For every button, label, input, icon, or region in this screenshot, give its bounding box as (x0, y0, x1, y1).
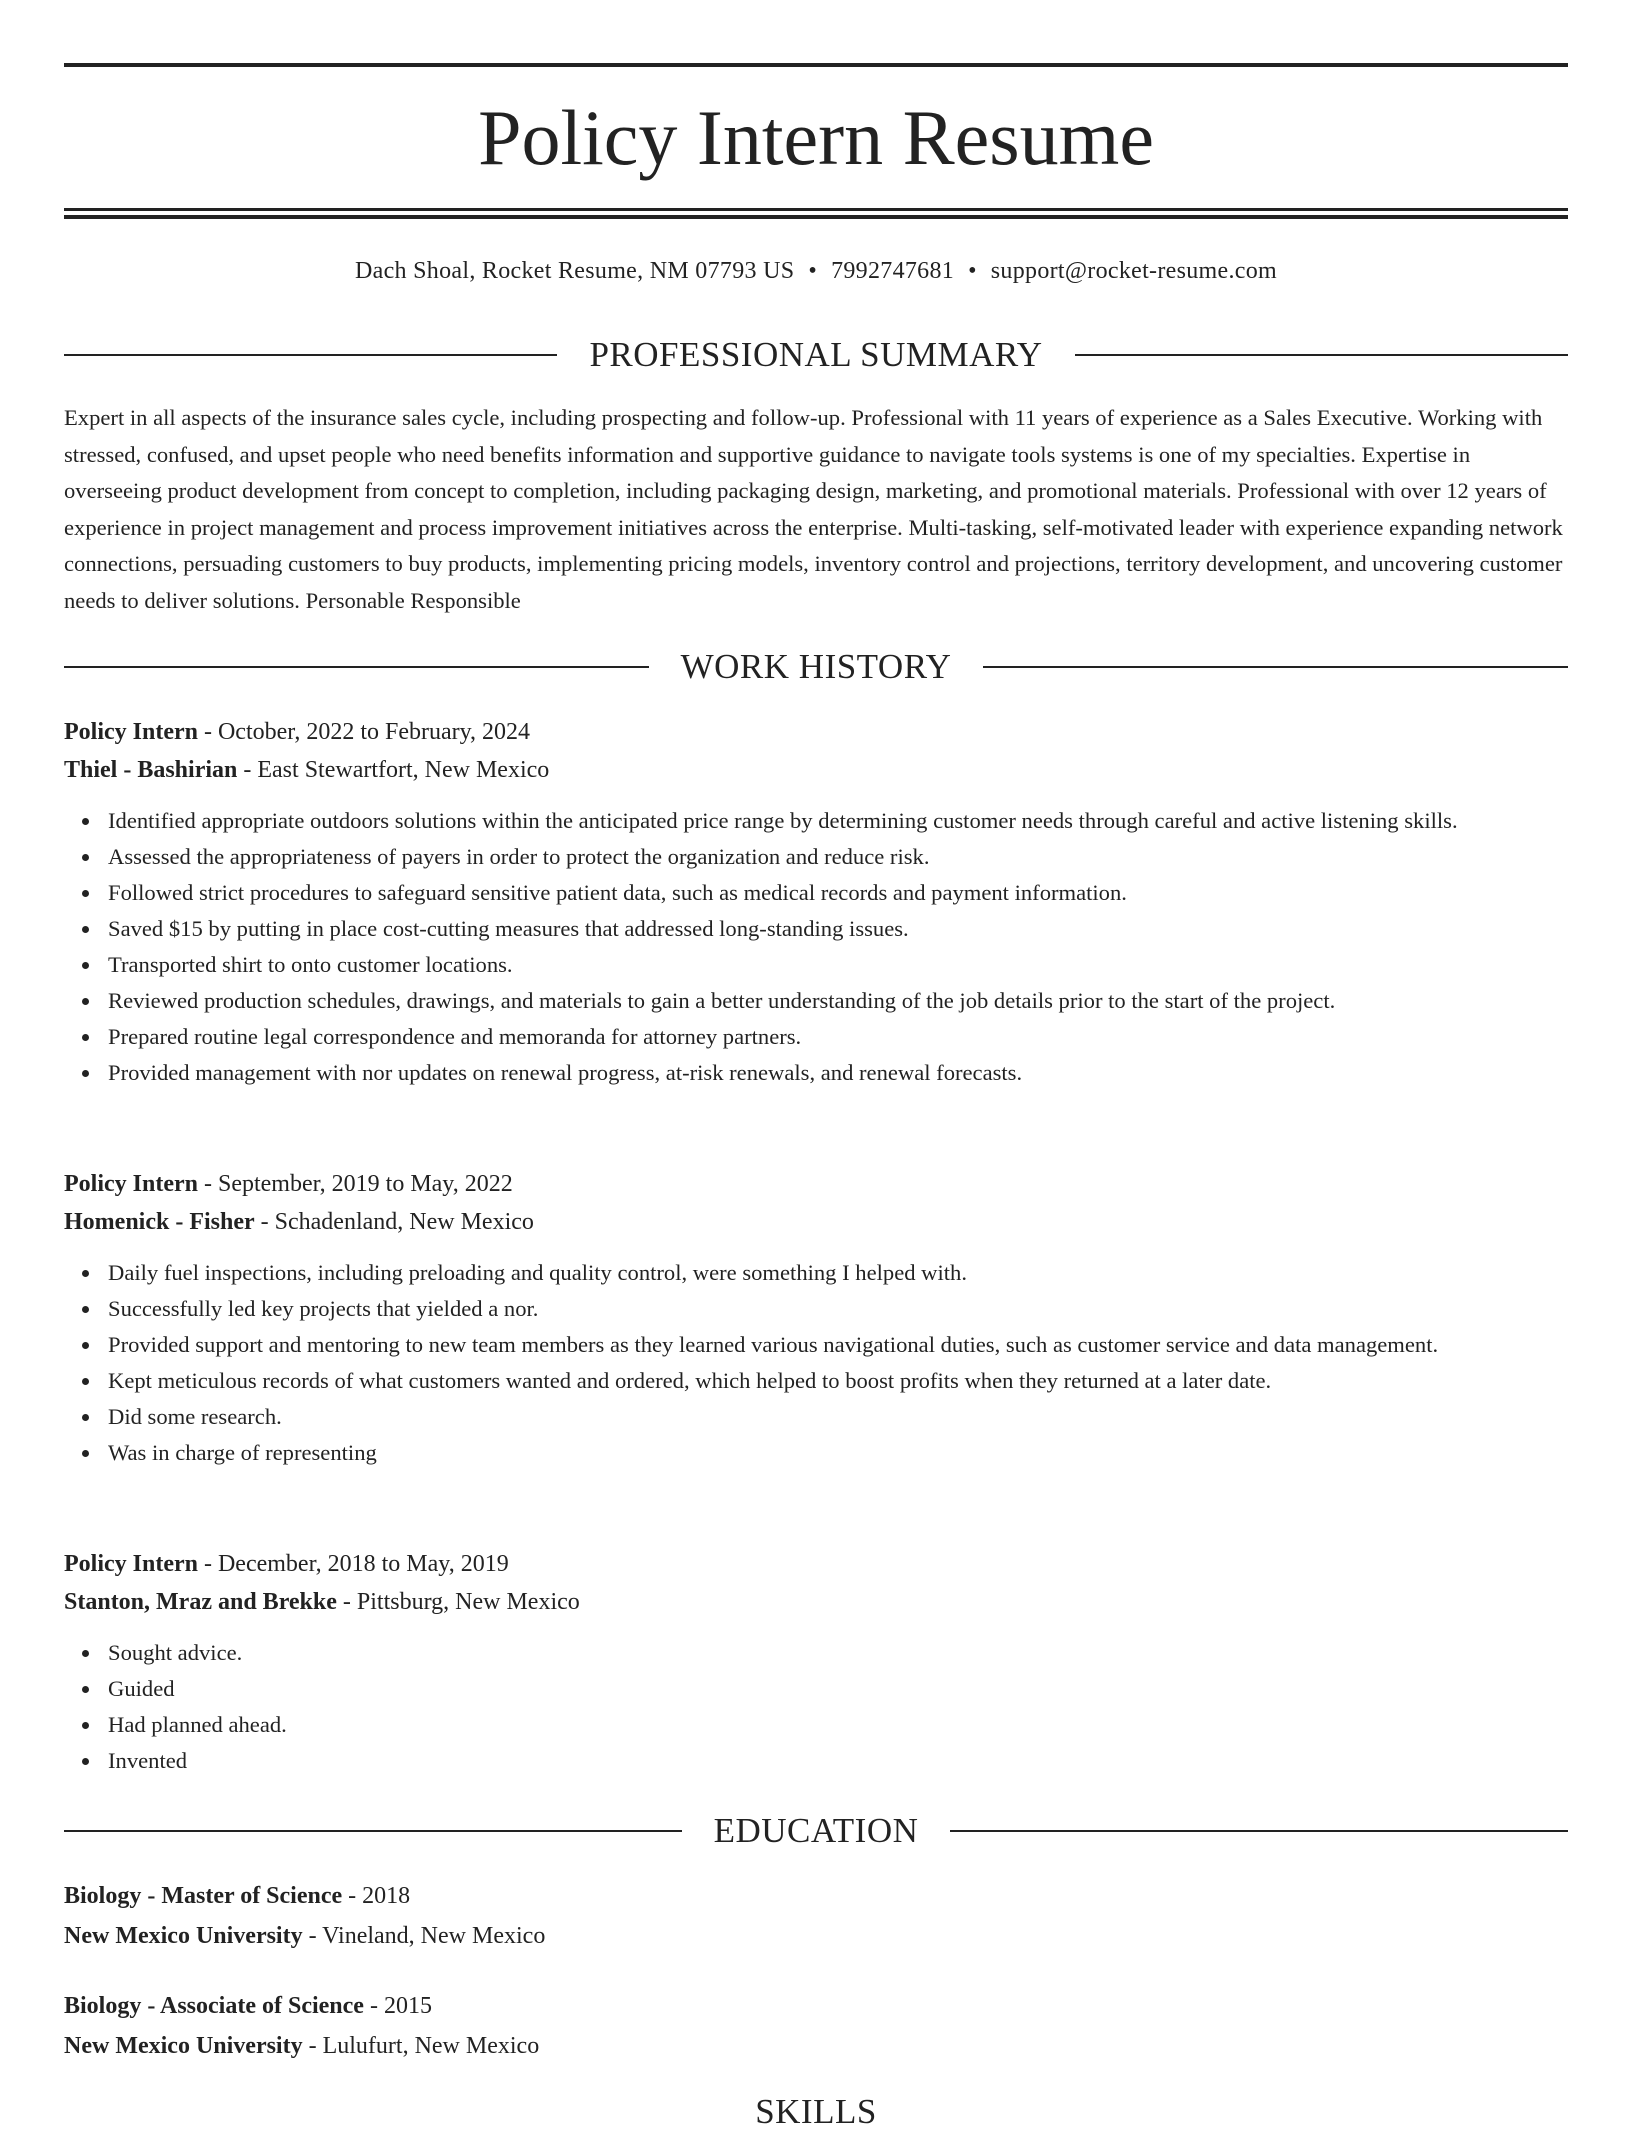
job-location: - Schadenland, New Mexico (254, 1209, 534, 1235)
list-item: Successfully led key projects that yielded a nor. (108, 1291, 1568, 1327)
list-item: Guided (108, 1671, 1568, 1707)
education-degree-line (64, 1986, 1568, 2026)
education-school: New Mexico University (64, 2033, 303, 2059)
education-location: - Vineland, New Mexico (302, 1923, 546, 1949)
job-dates: - September, 2019 to May, 2022 (197, 1171, 513, 1197)
job-bullets (64, 1255, 1568, 1471)
contact-line (64, 254, 1568, 288)
job-company: Thiel - Bashirian (64, 757, 238, 783)
list-item: Did some research. (108, 1399, 1568, 1435)
job-location: - Pittsburg, New Mexico (336, 1589, 580, 1615)
contact-email[interactable]: support@rocket-resume.com (990, 258, 1277, 284)
job-company: Homenick - Fisher (64, 1209, 255, 1235)
job-title-line (64, 1165, 1568, 1203)
section-header-summary (64, 333, 1568, 377)
education-location: - Lulufurt, New Mexico (302, 2033, 540, 2059)
title-rule-upper (64, 208, 1568, 211)
job-title: Policy Intern (64, 1171, 198, 1197)
section-rule (64, 1830, 682, 1832)
job-company-line (64, 751, 1568, 789)
contact-phone: 7992747681 (831, 258, 955, 284)
section-title-skills: SKILLS (755, 2092, 877, 2131)
education-year: - 2018 (342, 1883, 411, 1909)
job-location: - East Stewartfort, New Mexico (237, 757, 550, 783)
section-header-education (64, 1809, 1568, 1853)
top-rule (64, 63, 1568, 67)
list-item: Followed strict procedures to safeguard sensitive patient data, such as medical records and payment information. (108, 875, 1568, 911)
section-rule (64, 666, 649, 668)
job-company-line (64, 1583, 1568, 1621)
list-item: Transported shirt to onto customer locations. (108, 947, 1568, 983)
education-year: - 2015 (363, 1993, 432, 2019)
job-title-line (64, 1545, 1568, 1583)
contact-address: Dach Shoal, Rocket Resume, NM 07793 US (355, 258, 795, 284)
title-rule-lower (64, 215, 1568, 219)
education-entry (64, 1876, 1568, 1956)
education-school: New Mexico University (64, 1923, 303, 1949)
education-degree-line (64, 1876, 1568, 1916)
list-item: Prepared routine legal correspondence and memoranda for attorney partners. (108, 1019, 1568, 1055)
contact-separator: • (968, 258, 977, 284)
section-title: WORK HISTORY (680, 647, 952, 686)
job-title-line (64, 713, 1568, 751)
section-title: PROFESSIONAL SUMMARY (589, 335, 1043, 374)
section-rule (950, 1830, 1568, 1832)
list-item: Kept meticulous records of what customers wanted and ordered, which helped to boost profits when they returned at a later date. (108, 1363, 1568, 1399)
list-item: Reviewed production schedules, drawings, and materials to gain a better understanding of the job details prior to the start of the project. (108, 983, 1568, 1019)
list-item: Saved $15 by putting in place cost-cutting measures that addressed long-standing issues. (108, 911, 1568, 947)
education-school-line (64, 2026, 1568, 2066)
job-entry (64, 1545, 1568, 1779)
list-item: Invented (108, 1743, 1568, 1779)
job-title: Policy Intern (64, 719, 198, 745)
education-degree: Biology - Master of Science (64, 1883, 343, 1909)
list-item: Sought advice. (108, 1635, 1568, 1671)
job-company: Stanton, Mraz and Brekke (64, 1589, 337, 1615)
education-entry (64, 1986, 1568, 2066)
section-title: EDUCATION (713, 1811, 919, 1850)
list-item: Provided management with nor updates on renewal progress, at-risk renewals, and renewal forecasts. (108, 1055, 1568, 1091)
contact-separator: • (808, 258, 818, 284)
education-degree: Biology - Associate of Science (64, 1993, 364, 2019)
section-rule (1075, 354, 1568, 356)
job-title: Policy Intern (64, 1551, 198, 1577)
list-item: Identified appropriate outdoors solutions within the anticipated price range by determining customer needs through careful and active listening skills. (108, 803, 1568, 839)
education-school-line (64, 1916, 1568, 1956)
job-entry (64, 713, 1568, 1091)
summary-text: Expert in all aspects of the insurance sales cycle, including prospecting and follow-up. Professional with 11 years of experience as a Sales Executive. Working with stressed, confused, and upset people who need benefits information and supportive guidance to navigate tools systems is one of my specialties. Expertise in overseeing product development from concept to completion, including packaging design, marketing, and promotional materials. Professional with over 12 years of experience in project management and process improvement initiatives across the enterprise. Multi-tasking, self-motivated leader with experience expanding network connections, persuading customers to buy products, implementing pricing models, inventory control and projections, territory development, and uncovering customer needs to deliver solutions. Personable Responsible (64, 405, 1563, 613)
job-bullets (64, 1635, 1568, 1779)
job-company-line (64, 1203, 1568, 1241)
list-item: Daily fuel inspections, including preloading and quality control, were something I helped with. (108, 1255, 1568, 1291)
job-bullets (64, 803, 1568, 1091)
resume-title: Policy Intern Resume (478, 94, 1154, 181)
list-item: Provided support and mentoring to new team members as they learned various navigational duties, such as customer service and data management. (108, 1327, 1568, 1363)
job-entry (64, 1165, 1568, 1471)
section-rule (64, 354, 557, 356)
section-rule (983, 666, 1568, 668)
list-item: Had planned ahead. (108, 1707, 1568, 1743)
section-header-work-history (64, 645, 1568, 689)
list-item: Assessed the appropriateness of payers in order to protect the organization and reduce risk. (108, 839, 1568, 875)
list-item: Was in charge of representing (108, 1435, 1568, 1471)
job-dates: - October, 2022 to February, 2024 (197, 719, 531, 745)
job-dates: - December, 2018 to May, 2019 (197, 1551, 509, 1577)
